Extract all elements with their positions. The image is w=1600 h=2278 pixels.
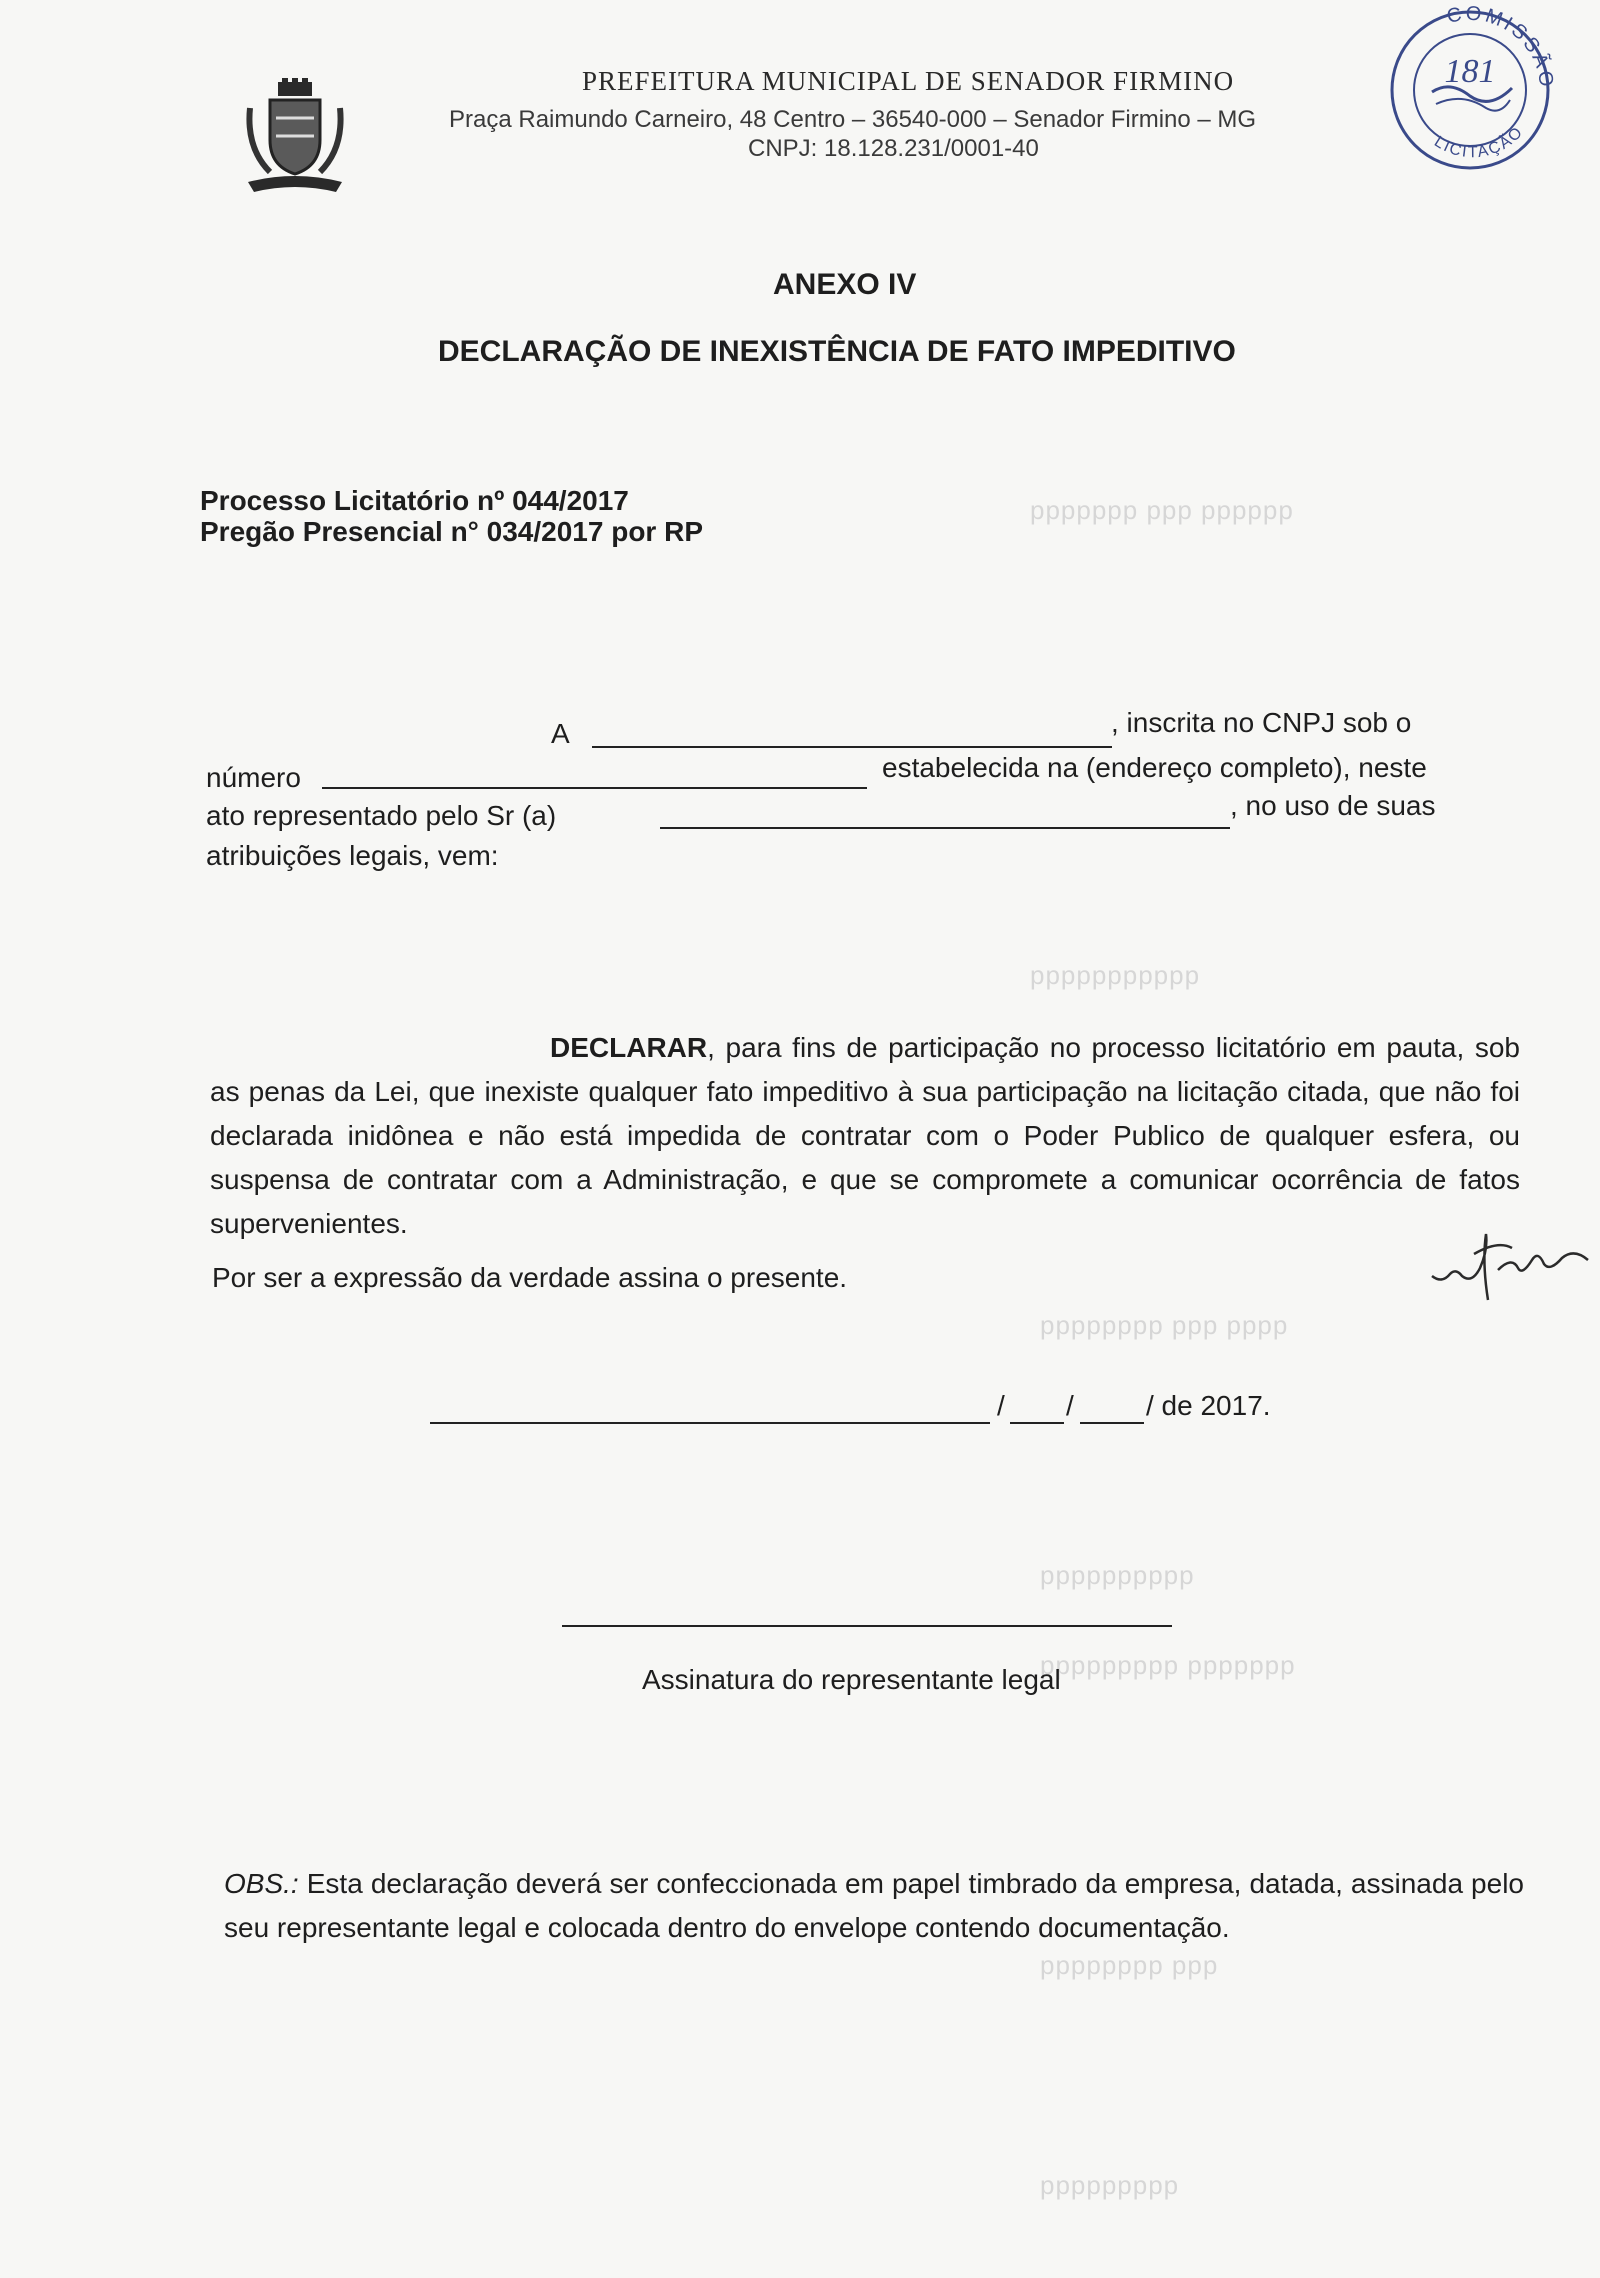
bleed-through-text: pppppppp ppp pppp xyxy=(1040,1310,1289,1340)
obs-label: OBS.: xyxy=(224,1868,299,1899)
intro-numero: número xyxy=(206,762,301,793)
municipality-address: Praça Raimundo Carneiro, 48 Centro – 36540-000 – Senador Firmino – MG xyxy=(449,106,1257,133)
signature-line[interactable] xyxy=(562,1625,1172,1627)
coat-of-arms-icon xyxy=(240,78,350,198)
intro-a: A xyxy=(551,718,570,749)
signature-label: Assinatura do representante legal xyxy=(642,1664,1061,1695)
intro-atribuicoes: atribuições legais, vem: xyxy=(206,840,499,871)
obs-text: Esta declaração deverá ser confeccionada em papel timbrado da empresa, datada, assinada pelo seu representante legal e colocada dentro do envelope contendo documentação. xyxy=(224,1868,1524,1943)
intro-estabelecida: estabelecida na (endereço completo), neste xyxy=(882,752,1427,783)
place-blank[interactable] xyxy=(430,1422,990,1424)
bleed-through-text: ppppppppp ppppppp xyxy=(1040,1650,1296,1680)
date-year: / de 2017. xyxy=(1146,1390,1271,1421)
declarar-keyword: DECLARAR xyxy=(550,1032,708,1063)
declaration-title: DECLARAÇÃO DE INEXISTÊNCIA DE FATO IMPEDITIVO xyxy=(438,335,1236,368)
handwritten-initials xyxy=(1428,1210,1598,1310)
pregao-number: Pregão Presencial n° 034/2017 por RP xyxy=(200,516,704,547)
bleed-through-text: ppppppppppp xyxy=(1030,960,1201,990)
date-slash-1: / xyxy=(997,1390,1005,1421)
municipality-name: PREFEITURA MUNICIPAL DE SENADOR FIRMINO xyxy=(582,66,1235,96)
commission-stamp xyxy=(1370,0,1570,170)
annex-title: ANEXO IV xyxy=(773,268,917,301)
bleed-through-text: ppppppppp xyxy=(1040,2170,1180,2200)
stamp-bottom-text: LICITAÇÃO xyxy=(1431,123,1528,162)
bleed-through-text: ppppppp ppp pppppp xyxy=(1030,495,1294,525)
declarar-text: , para fins de participação no processo licitatório em pauta, sob as penas da Lei, que inexiste qualquer fato impeditivo à sua participação na licitação citada, que não foi declarada inidônea e não está impedida de contratar com o Poder Publico de qualquer esfera, ou suspensa de contratar com a Administração, e que se compromete a comunicar ocorrência de fatos supervenientes. xyxy=(210,1032,1520,1239)
intro-ato: ato representado pelo Sr (a) xyxy=(206,800,557,831)
closing-statement: Por ser a expressão da verdade assina o presente. xyxy=(212,1262,848,1293)
declaration-paragraph xyxy=(210,1026,1520,1246)
stamp-top-text: COMISSÃO xyxy=(1445,2,1558,91)
process-number: Processo Licitatório nº 044/2017 xyxy=(200,485,629,516)
date-slash-2: / xyxy=(1066,1390,1074,1421)
stamp-number: 181 xyxy=(1444,53,1496,90)
intro-inscrita: , inscrita no CNPJ sob o xyxy=(1111,707,1412,738)
obs-paragraph xyxy=(224,1862,1524,1950)
cnpj-number-blank[interactable] xyxy=(322,787,867,789)
representative-name-blank[interactable] xyxy=(660,827,1230,829)
bleed-through-text: pppppppp ppp xyxy=(1040,1950,1219,1980)
bleed-through-text: pppppppppp xyxy=(1040,1560,1195,1590)
company-name-blank[interactable] xyxy=(592,746,1112,748)
municipality-cnpj: CNPJ: 18.128.231/0001-40 xyxy=(748,135,1039,162)
day-blank[interactable] xyxy=(1010,1422,1064,1424)
month-blank[interactable] xyxy=(1080,1422,1144,1424)
intro-uso: , no uso de suas xyxy=(1230,790,1436,821)
